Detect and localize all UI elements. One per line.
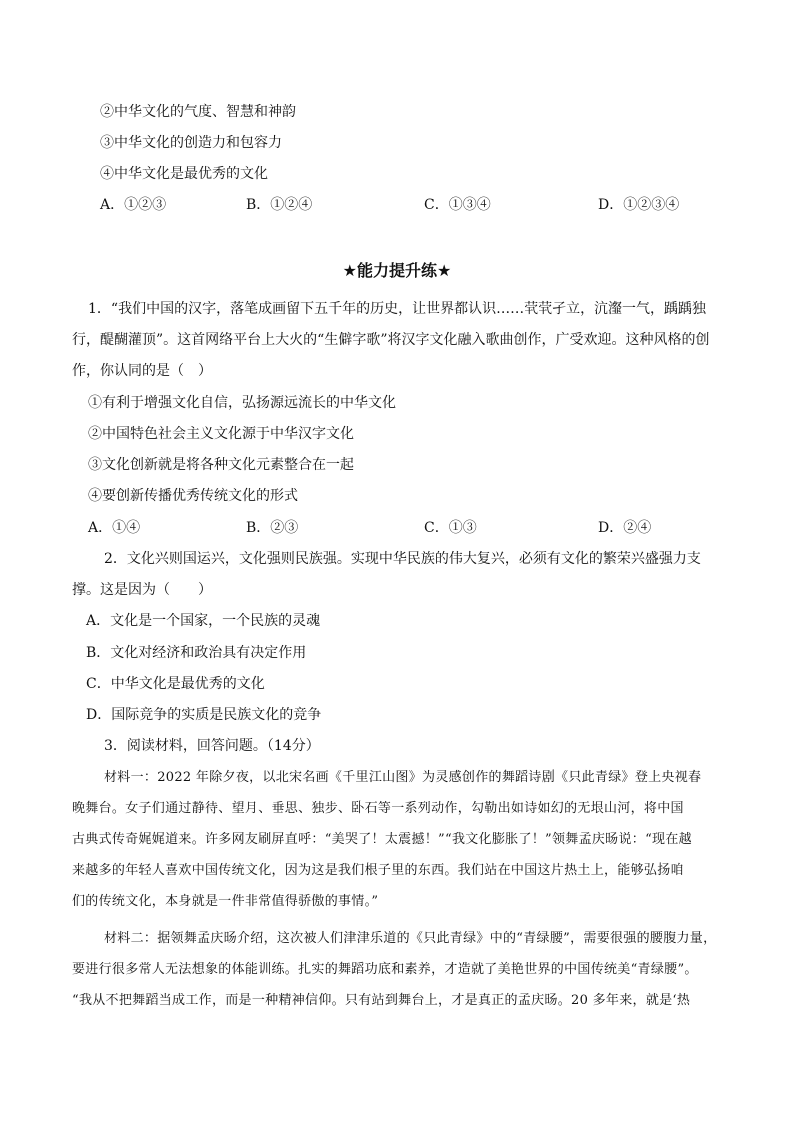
q3-material1-line-3: 古典式传奇娓娓道来。许多网友刷屏直呼：“美哭了！太震撼！”“我文化膨胀了！”领舞孟庆旸说：“现在越 <box>72 832 692 847</box>
prev-option-a: A．①②③ <box>100 197 167 213</box>
q3-stem: 3．阅读材料，回答问题。（14分） <box>104 738 320 754</box>
q1-stem-line-1: 1．“我们中国的汉字，落笔成画留下五千年的历史，让世界都认识……茕茕孑立，沆瀣一气，踽踽独 <box>88 301 707 317</box>
prev-item-2: ②中华文化的气度、智慧和神韵 <box>100 104 296 120</box>
section-title: ★能力提升练★ <box>342 261 452 280</box>
q1-item-4: ④要创新传播优秀传统文化的形式 <box>88 488 298 504</box>
q3-material2-line-2: 要进行很多常人无法想象的体能训练。扎实的舞蹈功底和素养，才造就了美艳世界的中国传统美“青绿腰”。 <box>72 962 698 977</box>
prev-option-b: B．①②④ <box>246 197 313 213</box>
q1-stem-line-3: 作，你认同的是（ ） <box>72 363 212 379</box>
q3-material2-line-1: 材料二：据领舞孟庆旸介绍，这次被人们津津乐道的《只此青绿》中的“青绿腰”，需要很强的腰腹力量， <box>104 931 717 946</box>
q1-option-a: A．①④ <box>88 520 141 536</box>
q3-material1-line-1: 材料一：2022 年除夕夜，以北宋名画《千里江山图》为灵感创作的舞蹈诗剧《只此青绿》登上央视春 <box>104 770 702 785</box>
q2-stem-line-2: 撑。这是因为（ ） <box>72 582 212 598</box>
q3-material2-line-3: “我从不把舞蹈当成工作，而是一种精神信仰。只有站到舞台上，才是真正的孟庆旸。20 多年来，就是‘热 <box>72 993 691 1008</box>
q3-material1-line-2: 晚舞台。女子们通过静待、望月、垂思、独步、卧石等一系列动作，勾勒出如诗如幻的无垠山河，将中国 <box>72 801 684 816</box>
prev-option-c: C．①③④ <box>424 197 491 213</box>
q2-option-c: C．中华文化是最优秀的文化 <box>86 676 265 692</box>
q3-material1-line-5: 们的传统文化，本身就是一件非常值得骄傲的事情。” <box>72 894 379 909</box>
q2-option-a: A．文化是一个国家，一个民族的灵魂 <box>86 613 321 629</box>
q2-stem-line-1: 2．文化兴则国运兴，文化强则民族强。实现中华民族的伟大复兴，必须有文化的繁荣兴盛强力支 <box>104 551 701 567</box>
prev-item-3: ③中华文化的创造力和包容力 <box>100 135 282 151</box>
prev-option-d: D．①②③④ <box>598 197 680 213</box>
q3-material1-line-4: 来越多的年轻人喜欢中国传统文化，因为这是我们根子里的东西。我们站在中国这片热土上，能够弘扬咱 <box>72 863 684 878</box>
q1-stem-line-2: 行，醍醐灌顶”。这首网络平台上大火的“生僻字歌”将汉字文化融入歌曲创作，广受欢迎。这种风格的创 <box>72 332 710 348</box>
q2-option-d: D．国际竞争的实质是民族文化的竞争 <box>86 707 322 723</box>
q1-option-d: D．②④ <box>598 520 652 536</box>
q2-option-b: B．文化对经济和政治具有决定作用 <box>86 645 307 661</box>
q1-option-c: C．①③ <box>424 520 477 536</box>
q1-item-2: ②中国特色社会主义文化源于中华汉字文化 <box>88 426 354 442</box>
q1-option-b: B．②③ <box>246 520 299 536</box>
q1-item-3: ③文化创新就是将各种文化元素整合在一起 <box>88 457 354 473</box>
prev-item-4: ④中华文化是最优秀的文化 <box>100 166 268 182</box>
q1-item-1: ①有利于增强文化自信，弘扬源远流长的中华文化 <box>88 395 396 411</box>
